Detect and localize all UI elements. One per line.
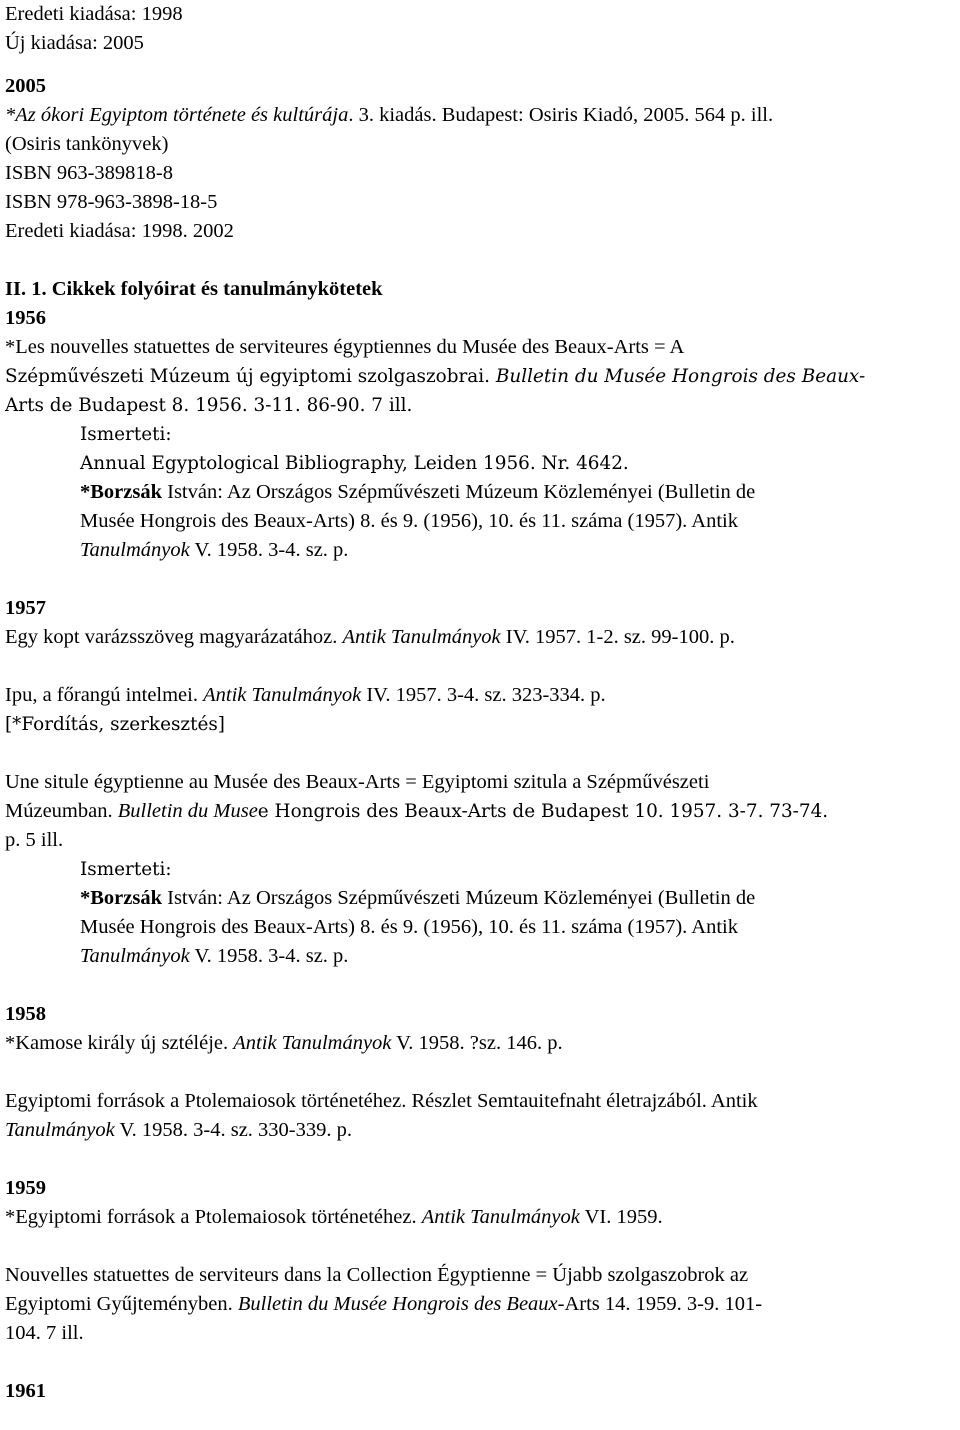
entry-details: IV. 1957. 1-2. sz. 99-100. p.	[500, 626, 735, 648]
entry-title: *Kamose király új sztéléje.	[5, 1032, 234, 1054]
journal-title: Antik Tanulmányok	[342, 626, 501, 648]
entry-1959b-line2	[5, 1290, 955, 1319]
year-heading-1956	[5, 304, 955, 333]
entry-note: [*Fordítás, szerkesztés]	[5, 714, 225, 735]
entry-title-cont: Múzeumban.	[5, 800, 118, 822]
entry-details: V. 1958. ?sz. 146. p.	[391, 1032, 563, 1054]
original-edition-line	[5, 0, 955, 29]
review-line1	[5, 884, 955, 913]
review-2-details: V. 1958. 3-4. sz. p.	[189, 539, 349, 561]
entry-1956-title-cont: Szépművészeti Múzeum új egyiptomi szolgaszobrai.	[5, 366, 496, 387]
year-1961: 1961	[5, 1380, 46, 1402]
review-text-cont: Musée Hongrois des Beaux-Arts) 8. és 9. (1956), 10. és 11. száma (1957). Antik	[80, 916, 738, 938]
entry-1957c-line1	[5, 768, 955, 797]
entry-title: *Egyiptomi források a Ptolemaiosok történetéhez.	[5, 1206, 422, 1228]
journal-title: Antik Tanulmányok	[421, 1206, 580, 1228]
review-1-line	[5, 449, 955, 478]
journal-title: Bulletin du Musée Hongrois des Beaux-	[237, 1293, 565, 1315]
entry-details: V. 1958. 3-4. sz. 330-339. p.	[114, 1119, 352, 1141]
entry-1957a	[5, 623, 955, 652]
entry-details: p. 5 ill.	[5, 829, 64, 851]
entry-1957b-note	[5, 710, 955, 739]
review-2-text-cont: Musée Hongrois des Beaux-Arts) 8. és 9. (1956), 10. és 11. száma (1957). Antik	[80, 510, 738, 532]
entry-1957c-line3	[5, 826, 955, 855]
journal-title: Tanulmányok	[80, 945, 190, 967]
year-1959: 1959	[5, 1177, 46, 1199]
journal-title: Bulletin du Muse	[117, 800, 258, 822]
entry-2005-line1	[5, 101, 955, 130]
entry-title: Egyiptomi források a Ptolemaiosok történetéhez. Részlet Semtauitefnaht életrajzából. Antik	[5, 1090, 758, 1112]
review-label: Ismerteti:	[80, 859, 172, 880]
journal-title-cont: e Hongrois des Beaux-Arts de Budapest 10. 1957. 3-7. 73-74.	[257, 801, 829, 822]
isbn-1: ISBN 963-389818-8	[5, 162, 173, 184]
section-title: II. 1. Cikkek folyóirat és tanulmánykötetek	[5, 278, 383, 300]
review-2-line3	[5, 536, 955, 565]
original-edition-text: Eredeti kiadása: 1998	[5, 3, 183, 25]
isbn-2: ISBN 978-963-3898-18-5	[5, 191, 218, 213]
review-label-line	[5, 855, 955, 884]
year-1956: 1956	[5, 307, 46, 329]
entry-2005-isbn1	[5, 159, 955, 188]
entry-details: VI. 1959.	[579, 1206, 663, 1228]
year-heading-2005	[5, 72, 955, 101]
entry-1957b	[5, 681, 955, 710]
entry-1957c-line2	[5, 797, 955, 826]
year-heading-1958	[5, 1000, 955, 1029]
entry-1956-line3	[5, 391, 955, 420]
journal-title: Tanulmányok	[80, 539, 190, 561]
section-heading	[5, 275, 955, 304]
entry-1959b-line1	[5, 1261, 955, 1290]
journal-title: Bulletin du Musée Hongrois des Beaux-	[495, 366, 866, 387]
original-edition-years: Eredeti kiadása: 1998. 2002	[5, 220, 234, 242]
new-edition-text: Új kiadása: 2005	[5, 32, 144, 54]
review-2-text: István: Az Országos Szépművészeti Múzeum Közleményei (Bulletin de	[162, 481, 756, 503]
entry-title: Ipu, a főrangú intelmei.	[5, 684, 204, 706]
year-2005: 2005	[5, 75, 46, 97]
reviewer-name: *Borzsák	[80, 887, 162, 909]
entry-title-cont: Egyiptomi Gyűjteményben.	[5, 1293, 238, 1315]
reviewer-name: *Borzsák	[80, 481, 162, 503]
review-2-line2	[5, 507, 955, 536]
journal-title: Antik Tanulmányok	[203, 684, 362, 706]
entry-details-cont: 104. 7 ill.	[5, 1322, 84, 1344]
book-publication-details: . 3. kiadás. Budapest: Osiris Kiadó, 2005. 564 p. ill.	[348, 104, 774, 126]
bibliography-document	[5, 0, 955, 1406]
entry-1956-title: *Les nouvelles statuettes de serviteures égyptiennes du Musée des Beaux-Arts = A	[5, 336, 685, 358]
entry-1958b-line2	[5, 1116, 955, 1145]
year-1958: 1958	[5, 1003, 46, 1025]
new-edition-line	[5, 29, 955, 58]
review-label: Ismerteti:	[80, 424, 172, 445]
review-2-line1	[5, 478, 955, 507]
entry-1959b-line3	[5, 1319, 955, 1348]
review-1: Annual Egyptological Bibliography, Leiden 1956. Nr. 4642.	[80, 453, 629, 474]
entry-title: Nouvelles statuettes de serviteurs dans la Collection Égyptienne = Újabb szolgaszobrok az	[5, 1264, 749, 1286]
entry-1958b-line1	[5, 1087, 955, 1116]
review-line2	[5, 913, 955, 942]
year-heading-1961	[5, 1377, 955, 1406]
entry-1956-line1	[5, 333, 955, 362]
book-title: *Az ókori Egyiptom története és kultúrája	[5, 104, 349, 126]
review-label-line	[5, 420, 955, 449]
journal-title: Tanulmányok	[5, 1119, 115, 1141]
entry-2005-orig	[5, 217, 955, 246]
book-series: (Osiris tankönyvek)	[5, 133, 169, 155]
year-heading-1959	[5, 1174, 955, 1203]
entry-title: Une situle égyptienne au Musée des Beaux-Arts = Egyiptomi szitula a Szépművészeti	[5, 771, 710, 793]
entry-title: Egy kopt varázsszöveg magyarázatához.	[5, 626, 343, 648]
review-line3	[5, 942, 955, 971]
review-text: István: Az Országos Szépművészeti Múzeum Közleményei (Bulletin de	[162, 887, 756, 909]
journal-title: Antik Tanulmányok	[233, 1032, 392, 1054]
entry-2005-series	[5, 130, 955, 159]
year-1957: 1957	[5, 597, 46, 619]
entry-details: IV. 1957. 3-4. sz. 323-334. p.	[361, 684, 606, 706]
entry-2005-isbn2	[5, 188, 955, 217]
entry-1956-line2	[5, 362, 955, 391]
year-heading-1957	[5, 594, 955, 623]
entry-1959a	[5, 1203, 955, 1232]
entry-1956-details: Arts de Budapest 8. 1956. 3-11. 86-90. 7 ill.	[5, 395, 413, 416]
entry-details: Arts 14. 1959. 3-9. 101-	[564, 1293, 763, 1315]
review-details: V. 1958. 3-4. sz. p.	[189, 945, 349, 967]
entry-1958a	[5, 1029, 955, 1058]
